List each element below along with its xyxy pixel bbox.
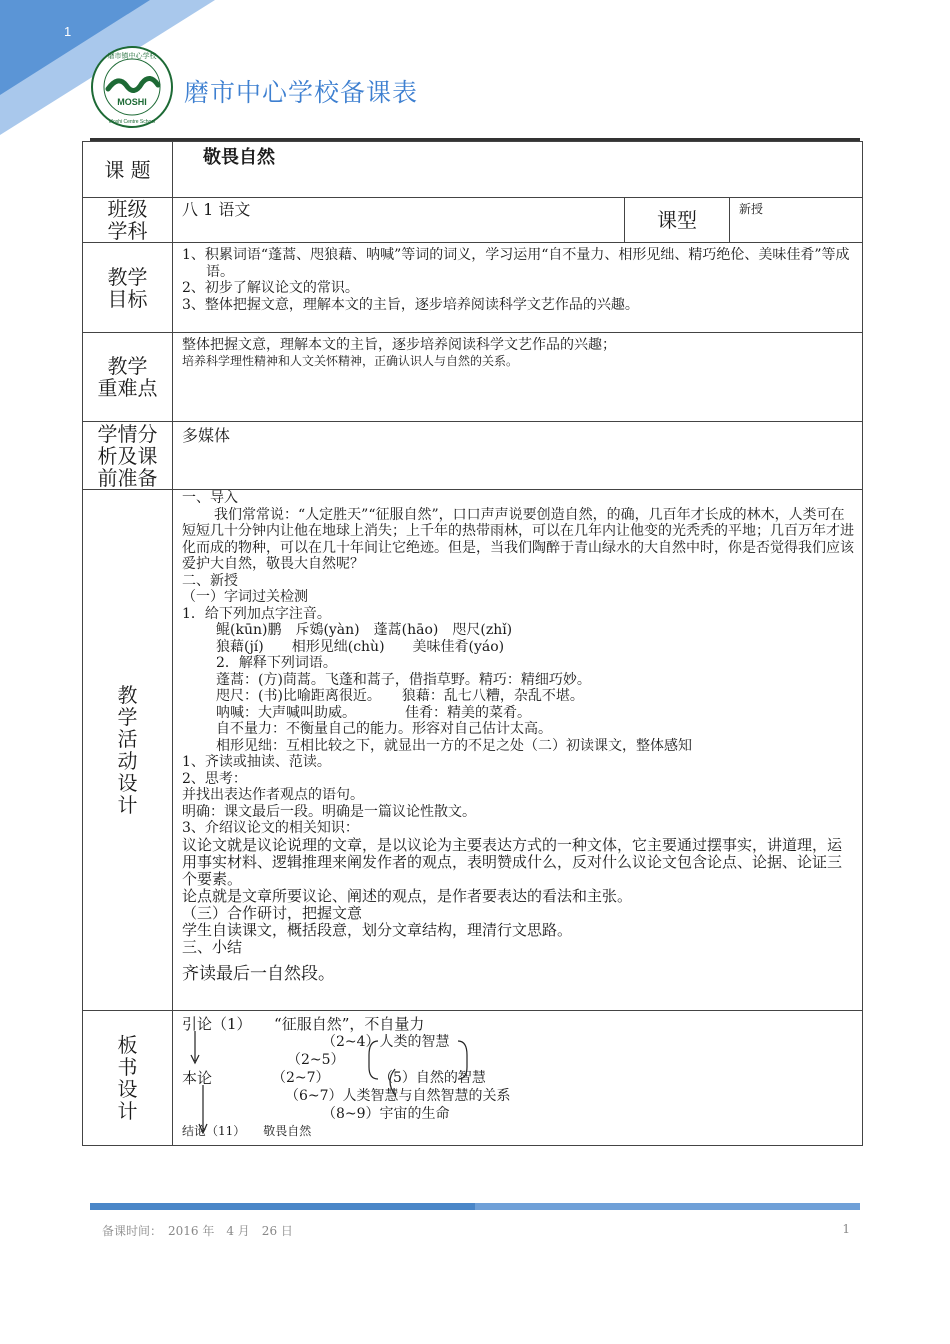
- type-value: 新授: [739, 202, 764, 216]
- activity-cell: [173, 490, 863, 1011]
- board-line: （2~7）: [272, 1070, 330, 1086]
- row-goals: [83, 243, 863, 333]
- board-line: 结论（11） 敬畏自然: [182, 1124, 312, 1138]
- board-line: 本论: [182, 1069, 213, 1087]
- class-cell: [173, 198, 625, 243]
- activity-line: 1、齐读或抽读、范读。: [182, 754, 331, 770]
- footer-bar-accent: [475, 1203, 860, 1210]
- key-label: 教学 重难点: [83, 333, 173, 422]
- logo-bottom-text: Moshi Centre School: [108, 119, 156, 125]
- activity-line: 1．给下列加点字注音。: [182, 605, 331, 622]
- activity-paragraph: 议论文就是议论说理的文章，是以议论为主要表达方式的一种文体，它主要通过摆事实，讲道理，运用事实材料、逻辑推理来阐发作者的观点，表明赞成什么，反对什么议论文包含论点、论据、论证三个要素。: [182, 835, 843, 888]
- header-page-number: 1: [64, 24, 72, 39]
- board-line: 引论（1） “征服自然”，不自量力: [182, 1015, 425, 1033]
- activity-paragraph: 我们常常说：“人定胜天”“征服自然”，口口声声说要创造自然，的确，几百年才长成的林木，人类可在短短几十分钟内让他在地球上消失；上千年的热带雨林，可以在几年内让他变的光秃秃的平地；几百万年才进化而成的物种，可以在几十年间让它绝迹。但是，当我们陶醉于青山绿水的大自然中时，你是否觉得我们应该爱护大自然，敬畏大自然呢？: [182, 506, 854, 572]
- row-prep: [83, 422, 863, 490]
- prep-value: 多媒体: [182, 426, 231, 445]
- activity-line: （三）合作研讨，把握文意: [182, 903, 363, 922]
- row-activity: [83, 490, 863, 1011]
- activity-line: 咫尺：(书)比喻距离很近。 狼藉：乱七八糟，杂乱不堪。: [216, 688, 584, 704]
- board-line: （5）自然的智慧: [379, 1070, 486, 1086]
- activity-line: 学生自读课文，概括段意，划分文章结构，理清行文思路。: [182, 920, 573, 939]
- lesson-plan-table: [82, 141, 863, 1146]
- footer-page-number: 1: [842, 1222, 850, 1236]
- prep-time: 备课时间： 2016 年 4 月 26 日: [102, 1224, 293, 1238]
- activity-line: 2、思考：: [182, 770, 247, 787]
- activity-label: 教 学 活 动 设 计: [83, 490, 173, 1011]
- board-line: （2~4）人类的智慧: [322, 1034, 450, 1050]
- key-cell: [173, 333, 863, 422]
- topic-label: 课 题: [83, 142, 173, 198]
- board-line: （2~5）: [287, 1052, 345, 1068]
- board-cell: [173, 1011, 863, 1146]
- activity-line: 一、导入: [182, 490, 238, 506]
- school-title: 磨市中心学校备课表: [184, 78, 419, 107]
- row-topic: [83, 142, 863, 198]
- activity-line: （一）字词过关检测: [182, 589, 308, 605]
- activity-line: 并找出表达作者观点的语句。: [182, 787, 364, 803]
- activity-line: 齐读最后一自然段。: [182, 963, 335, 984]
- activity-line: 二、新授: [182, 572, 238, 589]
- goal-item: 2、初步了解议论文的常识。: [182, 280, 359, 296]
- activity-line: 狼藉(jí) 相形见绌(chù) 美味佳肴(yáo): [216, 638, 505, 655]
- board-arrows: [173, 1011, 861, 1139]
- activity-line: 自不量力：不衡量自己的能力。形容对自己估计太高。: [216, 721, 552, 737]
- board-line: （6~7）人类智慧与自然智慧的关系: [285, 1088, 511, 1104]
- goals-cell: [173, 243, 863, 333]
- activity-line: 论点就是文章所要议论、阐述的观点，是作者要表达的看法和主张。: [182, 886, 633, 905]
- logo-mid-text: MOSHI: [117, 97, 147, 107]
- row-board: [83, 1011, 863, 1146]
- type-cell: [730, 198, 863, 243]
- board-design: [173, 1011, 862, 1139]
- key-point: 培养科学理性精神和人文关怀精神，正确认识人与自然的关系。: [182, 353, 519, 368]
- prep-label: 学情分 析及课 前准备: [83, 422, 173, 490]
- topic-cell: [173, 142, 863, 198]
- activity-line: 相形见绌：互相比较之下，就显出一方的不足之处（二）初读课文，整体感知: [216, 737, 692, 754]
- board-label: 板 书 设 计: [83, 1011, 173, 1146]
- activity-line: 蓬蒿：(方)茼蒿。飞蓬和蒿子，借指草野。精巧：精细巧妙。: [216, 671, 591, 688]
- row-key-points: [83, 333, 863, 422]
- activity-line: 三、小结: [182, 937, 243, 956]
- goal-item: 1、积累词语“蓬蒿、咫狼藉、呐喊”等词的词义，学习运用“自不量力、相形见绌、精巧绝伦、美味佳肴”等成语。: [182, 247, 850, 280]
- activity-line: 2．解释下列词语。: [216, 655, 337, 671]
- class-value: 八 1 语文: [182, 200, 251, 219]
- key-point: 整体把握文意，理解本文的主旨，逐步培养阅读科学文艺作品的兴趣；: [182, 337, 616, 353]
- topic-value: 敬畏自然: [203, 147, 275, 168]
- goals-label: 教学 目标: [83, 243, 173, 333]
- logo-top-text: 磨市镇中心学校: [107, 52, 157, 60]
- board-line: （8~9）宇宙的生命: [322, 1106, 450, 1122]
- row-class: [83, 198, 863, 243]
- school-logo: [90, 45, 174, 129]
- activity-line: 明确：课文最后一段。明确是一篇议论性散文。: [182, 803, 476, 820]
- activity-line: 呐喊：大声喊叫助威。 佳肴：精美的菜肴。: [216, 704, 531, 721]
- activity-line: 鲲(kūn)鹏 斥鴳(yàn) 蓬蒿(hāo) 咫尺(zhǐ): [216, 622, 513, 638]
- goal-item: 3、整体把握文意，理解本文的主旨，逐步培养阅读科学文艺作品的兴趣。: [182, 296, 639, 313]
- prep-cell: [173, 422, 863, 490]
- class-label: 班级 学科: [83, 198, 173, 243]
- type-label: 课型: [625, 198, 730, 243]
- activity-line: 3、介绍议论文的相关知识：: [182, 820, 359, 836]
